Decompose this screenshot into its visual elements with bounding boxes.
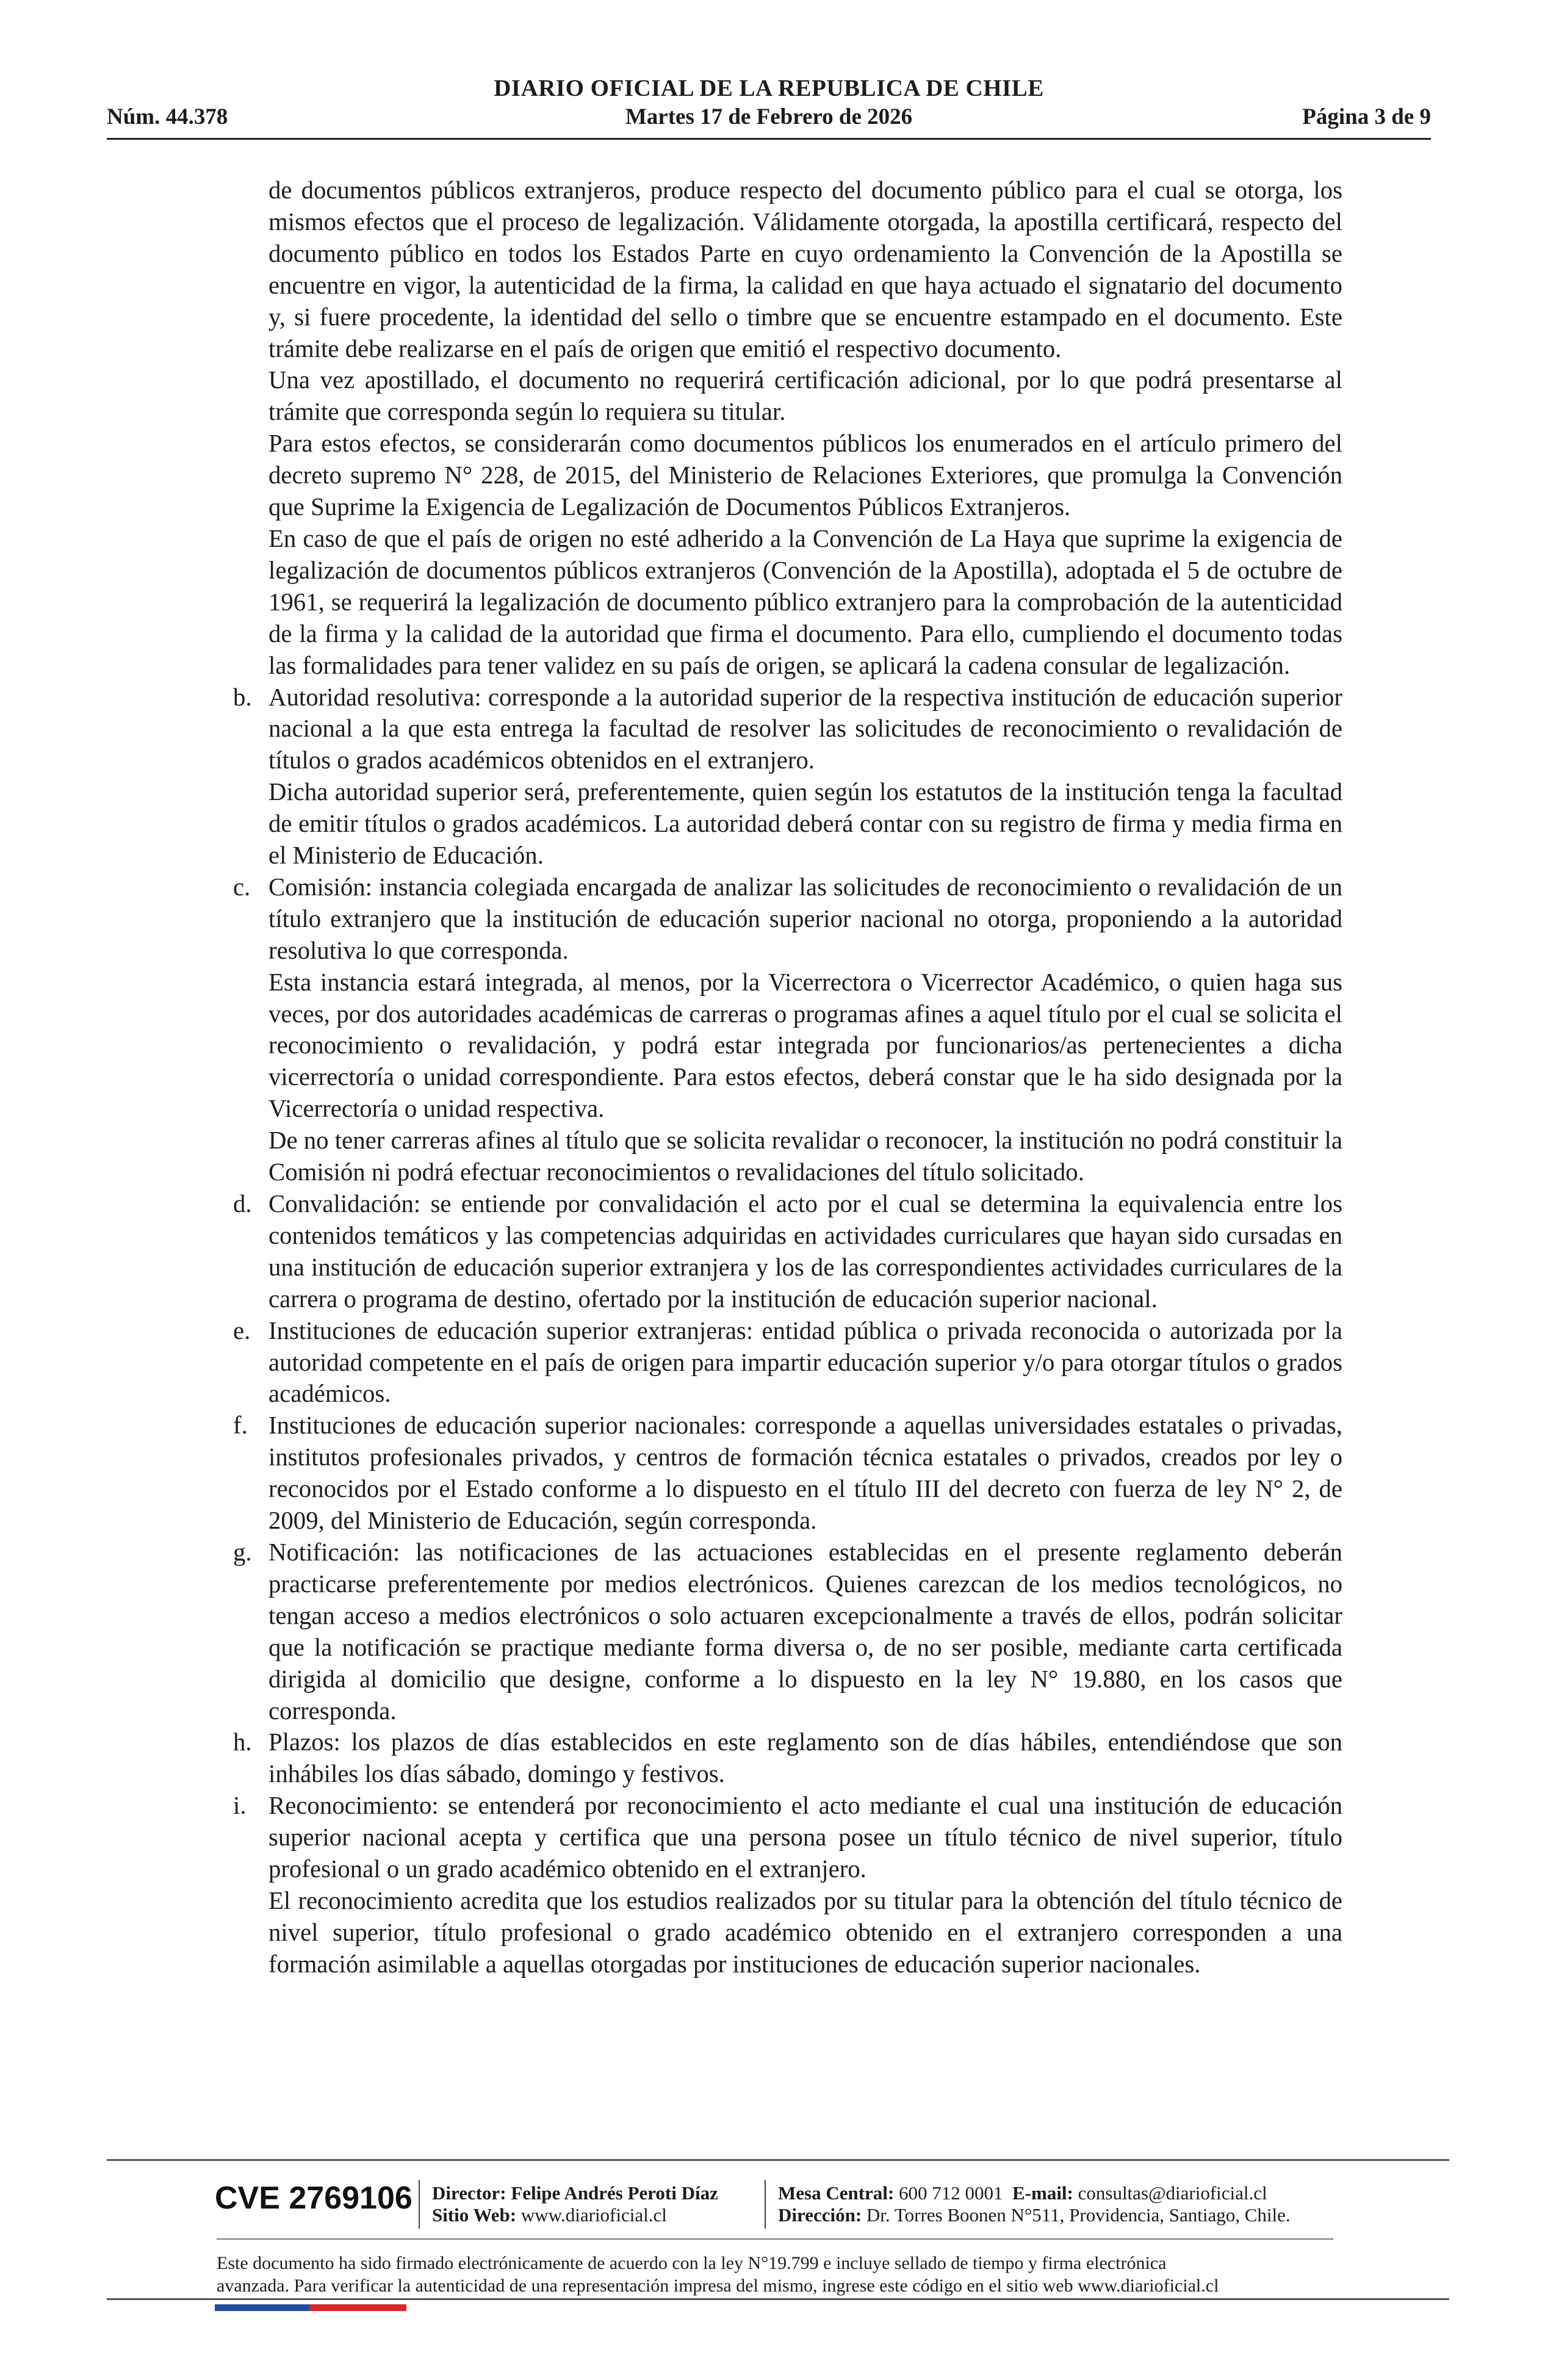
list-item: [233, 1410, 1342, 1537]
page-indicator: Página 3 de 9: [1302, 104, 1431, 129]
paragraph: Instituciones de educación superior extranjeras: entidad pública o privada reconocida o autorizada por la autoridad competente en el país de origen para impartir educación superior y/o para otorgar títulos o grados académicos.: [268, 1316, 1342, 1408]
paragraph: Comisión: instancia colegiada encargada de analizar las solicitudes de reconocimiento o revalidación de un título extranjero que la institución de educación superior nacional no otorga, proponiendo a la autoridad resolutiva lo que corresponda.: [268, 873, 1342, 964]
paragraph: De no tener carreras afines al título que se solicita revalidar o reconocer, la institución no podrá constituir la Comisión ni podrá efectuar reconocimientos o revalidaciones del título solicitado.: [268, 1127, 1342, 1186]
list-item-letter: e.: [233, 1316, 251, 1344]
director-label: Director:: [432, 2182, 506, 2204]
list-item-letter: f.: [233, 1412, 248, 1440]
mesa-phone: 600 712 0001: [899, 2182, 1003, 2204]
flag-stripe-red: [309, 2304, 406, 2311]
document-body: [233, 175, 1342, 1980]
email-link[interactable]: consultas@diarioficial.cl: [1078, 2182, 1267, 2204]
footer-divider: [107, 2159, 1449, 2161]
list-item: [233, 1315, 1342, 1410]
footer-thin-divider: [217, 2238, 1333, 2240]
paragraph: Notificación: las notificaciones de las actuaciones establecidas en el presente reglamento deberán practicarse preferentemente por medios electrónicos. Quienes carezcan de los medios tecnológicos, no tengan acceso a medios electrónicos o solo actuaren excepcionalmente a través de ellos, podrán solicitar que la notificación se practique mediante forma diversa o, de no ser posible, mediante carta certificada dirigida al domicilio que designe, conforme a lo dispuesto en la ley N° 19.880, en los casos que corresponda.: [268, 1538, 1342, 1725]
address-value: Dr. Torres Boonen N°511, Providencia, Santiago, Chile.: [866, 2204, 1291, 2226]
page-header: [107, 74, 1431, 143]
paragraph: Instituciones de educación superior nacionales: corresponde a aquellas universidades estatales o privadas, institutos profesionales privados, y centros de formación técnica estatales o privados, creados por ley o reconocidos por el Estado conforme a lo dispuesto en el título III del decreto con fuerza de ley N° 2, de 2009, del Ministerio de Educación, según corresponda.: [268, 1412, 1342, 1535]
email-label: E-mail:: [1012, 2182, 1073, 2204]
list-item: [233, 682, 1342, 871]
address-line: [778, 2204, 1291, 2226]
continuation-block: [268, 175, 1342, 682]
cve-code: CVE 2769106: [215, 2180, 412, 2216]
paragraph: Dicha autoridad superior será, preferentemente, quien según los estatutos de la institución tenga la facultad de emitir títulos o grados académicos. La autoridad deberá contar con su registro de firma y media firma en el Ministerio de Educación.: [268, 778, 1342, 870]
list-item-letter: h.: [233, 1728, 252, 1756]
website-link[interactable]: www.diarioficial.cl: [520, 2204, 667, 2226]
list-item-letter: d.: [233, 1190, 252, 1217]
paragraph: Reconocimiento: se entenderá por reconocimiento el acto mediante el cual una institución de educación superior nacional acepta y certifica que una persona posee un título técnico de nivel superior, título profesional o un grado académico obtenido en el extranjero.: [268, 1792, 1342, 1883]
list-item-letter: i.: [233, 1792, 247, 1820]
director-name: Felipe Andrés Peroti Díaz: [511, 2182, 718, 2204]
footer-separator: [765, 2180, 766, 2229]
list-item-letter: g.: [233, 1538, 252, 1566]
list-item: [233, 1790, 1342, 1980]
contact-line: [778, 2182, 1291, 2204]
paragraph: El reconocimiento acredita que los estudios realizados por su titular para la obtención del título técnico de nivel superior, título profesional o grado académico obtenido en el extranjero corresponden a una formación asimilable a aquellas otorgadas por instituciones de educación superior nacionales.: [268, 1886, 1342, 1978]
paragraph: de documentos públicos extranjeros, produce respecto del documento público para el cual se otorga, los mismos efectos que el proceso de legalización. Válidamente otorgada, la apostilla certificará, respecto del documento público en todos los Estados Parte en cuyo ordenamiento la Convención de la Apostilla se encuentre en vigor, la autenticidad de la firma, la calidad en que haya actuado el signatario del documento y, si fuere procedente, la identidad del sello o timbre que se encuentre estampado en el documento. Este trámite debe realizarse en el país de origen que emitió el respectivo documento.: [268, 176, 1342, 362]
paragraph: Plazos: los plazos de días establecidos en este reglamento son de días hábiles, entendiéndose que son inhábiles los días sábado, domingo y festivos.: [268, 1728, 1342, 1788]
paragraph: En caso de que el país de origen no esté adherido a la Convención de La Haya que suprime la exigencia de legalización de documentos públicos extranjeros (Convención de la Apostilla), adoptada el 5 de octubre de 1961, se requerirá la legalización de documento público extranjero para la comprobación de la autenticidad de la firma y la calidad de la autoridad que firma el documento. Para ello, cumpliendo el documento todas las formalidades para tener validez en su país de origen, se aplicará la cadena consular de legalización.: [268, 524, 1342, 679]
flag-stripe: [215, 2304, 406, 2311]
list-item: [233, 871, 1342, 1188]
flag-stripe-blue: [215, 2304, 309, 2311]
address-label: Dirección:: [778, 2204, 862, 2226]
paragraph: Para estos efectos, se considerarán como documentos públicos los enumerados en el artículo primero del decreto supremo N° 228, de 2015, del Ministerio de Relaciones Exteriores, que promulga la Convención que Suprime la Exigencia de Legalización de Documentos Públicos Extranjeros.: [268, 430, 1342, 521]
website-label: Sitio Web:: [432, 2204, 517, 2226]
footer-separator: [419, 2180, 420, 2229]
legal-line-1: Este documento ha sido firmado electrónicamente de acuerdo con la ley N°19.799 e incluye sellado de tiempo y firma electrónica: [217, 2253, 1167, 2273]
list-item-letter: c.: [233, 873, 251, 901]
legal-notice: [217, 2252, 1339, 2297]
director-info: [432, 2182, 718, 2226]
contact-info: [778, 2182, 1291, 2226]
issue-date: Martes 17 de Febrero de 2026: [625, 104, 913, 129]
gazette-title: DIARIO OFICIAL DE LA REPUBLICA DE CHILE: [494, 75, 1044, 101]
website-line: [432, 2204, 718, 2226]
header-divider: [107, 138, 1431, 140]
paragraph: Esta instancia estará integrada, al menos, por la Vicerrectora o Vicerrector Académico, o quien haga sus veces, por dos autoridades académicas de carreras o programas afines a aquel título por el cual se solicita el reconocimiento o revalidación, y podrá estar integrada por funcionarios/as pertenecientes a dicha vicerrectoría o unidad correspondiente. Para estos efectos, deberá constar que le ha sido designada por la Vicerrectoría o unidad respectiva.: [268, 968, 1342, 1123]
mesa-label: Mesa Central:: [778, 2182, 895, 2204]
list-item: [233, 1537, 1342, 1726]
footer-bottom-divider: [107, 2298, 1449, 2300]
list-item: [233, 1726, 1342, 1790]
list-item-letter: b.: [233, 683, 252, 711]
issue-number: Núm. 44.378: [107, 104, 228, 129]
paragraph: Convalidación: se entiende por convalidación el acto por el cual se determina la equivalencia entre los contenidos temáticos y las competencias adquiridas en actividades curriculares que hayan sido cursadas en una institución de educación superior extranjera y los de las correspondientes actividades curriculares de la carrera o programa de destino, ofertado por la institución de educación superior nacional.: [268, 1190, 1342, 1313]
paragraph: Autoridad resolutiva: corresponde a la autoridad superior de la respectiva institución de educación superior nacional a la que esta entrega la facultad de resolver las solicitudes de reconocimiento o revalidación de títulos o grados académicos obtenidos en el extranjero.: [268, 683, 1342, 774]
list-item: [233, 1188, 1342, 1315]
director-line: [432, 2182, 718, 2204]
legal-line-2: avanzada. Para verificar la autenticidad de una representación impresa del mismo, ingrese este código en el sitio web www.diarioficial.cl: [217, 2276, 1219, 2296]
paragraph: Una vez apostillado, el documento no requerirá certificación adicional, por lo que podrá presentarse al trámite que corresponda según lo requiera su titular.: [268, 366, 1342, 426]
